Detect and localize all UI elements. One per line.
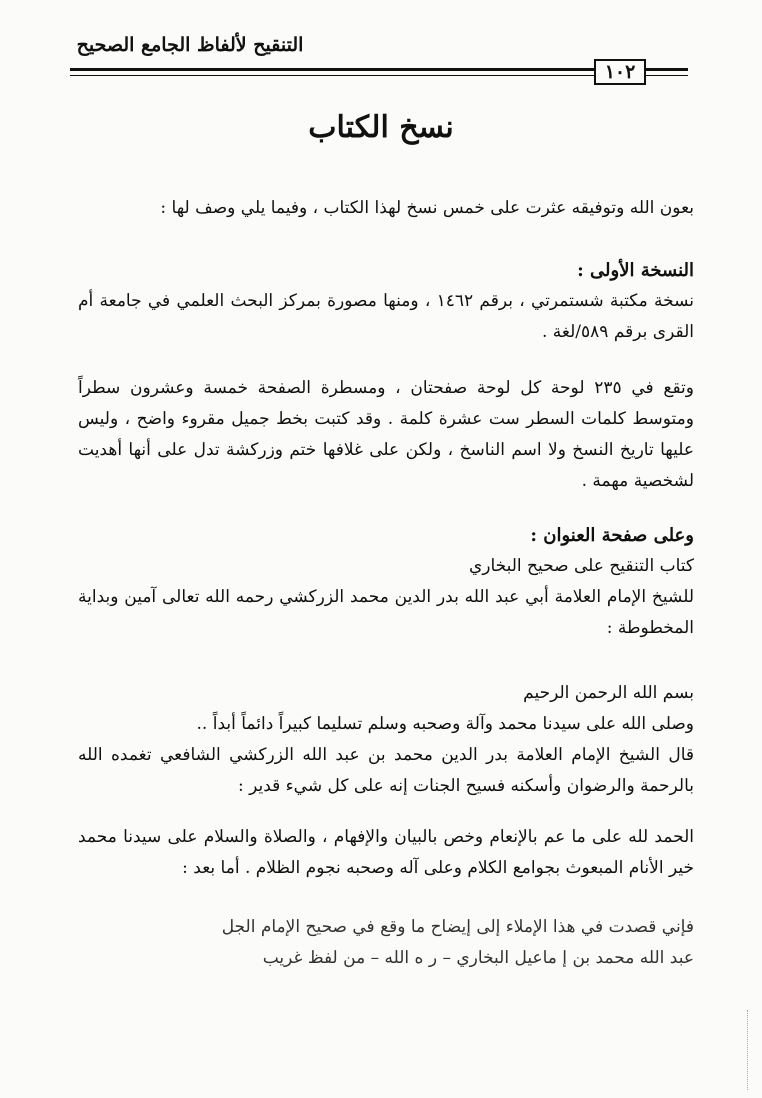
basmala: بسم الله الرحمن الرحيم bbox=[523, 683, 694, 703]
title-page-line2: للشيخ الإمام العلامة أبي عبد الله بدر الدين محمد الزركشي رحمه الله تعالى آمين وبداية المخطوطة : bbox=[78, 587, 694, 638]
closing-paragraph bbox=[78, 912, 694, 974]
closing-line2: عبد الله محمد بن إ ماعيل البخاري – ر ه الله – من لفظ غريب bbox=[262, 948, 694, 968]
manuscript-line2: قال الشيخ الإمام العلامة بدر الدين محمد بن عبد الله الزركشي الشافعي تغمده الله بالرحمة والرضوان وأسكنه فسيح الجنات إنه على كل شيء قدير : bbox=[78, 745, 694, 796]
header-rule-right bbox=[646, 68, 688, 71]
section-title: نسخ الكتاب bbox=[308, 110, 454, 145]
header-rule-right-thin bbox=[646, 75, 688, 76]
title-page-line1: كتاب التنقيح على صحيح البخاري bbox=[468, 556, 694, 576]
hamd-paragraph: الحمد لله على ما عم بالإنعام وخص بالبيان والإفهام ، والصلاة والسلام على سيدنا محمد خير الأنام المبعوث بجوامع الكلام وعلى آله وصحبه نجوم الظلام . أما بعد : bbox=[78, 827, 694, 878]
manuscript-line1: وصلى الله على سيدنا محمد وآلة وصحبه وسلم تسليما كبيراً دائماً أبداً .. bbox=[196, 714, 694, 734]
title-page-heading: وعلى صفحة العنوان : bbox=[530, 525, 694, 546]
intro-paragraph: بعون الله وتوفيقه عثرت على خمس نسخ لهذا الكتاب ، وفيما يلي وصف لها : bbox=[160, 198, 694, 218]
header-rule bbox=[70, 68, 594, 71]
copy1-text: نسخة مكتبة شستمرتي ، برقم ١٤٦٢ ، ومنها مصورة بمركز البحث العلمي في جامعة أم القرى برقم ٥٨٩/لغة . bbox=[78, 291, 694, 342]
closing-line1: فإني قصدت في هذا الإملاء إلى إيضاح ما وقع في صحيح الإمام الجل bbox=[221, 917, 694, 937]
running-title: التنقيح لألفاظ الجامع الصحيح bbox=[76, 34, 304, 56]
header-rule-thin bbox=[70, 75, 594, 76]
manuscript-start bbox=[78, 678, 694, 802]
scan-edge-mark bbox=[747, 1010, 758, 1090]
title-page-section bbox=[78, 520, 694, 644]
page-number: ١٠٢ bbox=[594, 59, 646, 85]
description-paragraph: وتقع في ٢٣٥ لوحة كل لوحة صفحتان ، ومسطرة الصفحة خمسة وعشرون سطراً ومتوسط كلمات السطر ست عشرة كلمة . وقد كتبت بخط جميل مقروء واضح ، وليس عليها تاريخ النسخ ولا اسم الناسخ ، ولكن على غلافها ختم وزركشة تدل على أنها أهديت لشخصية مهمة . bbox=[78, 378, 694, 491]
copy1-heading: النسخة الأولى : bbox=[577, 260, 694, 281]
copy1-section bbox=[78, 255, 694, 348]
